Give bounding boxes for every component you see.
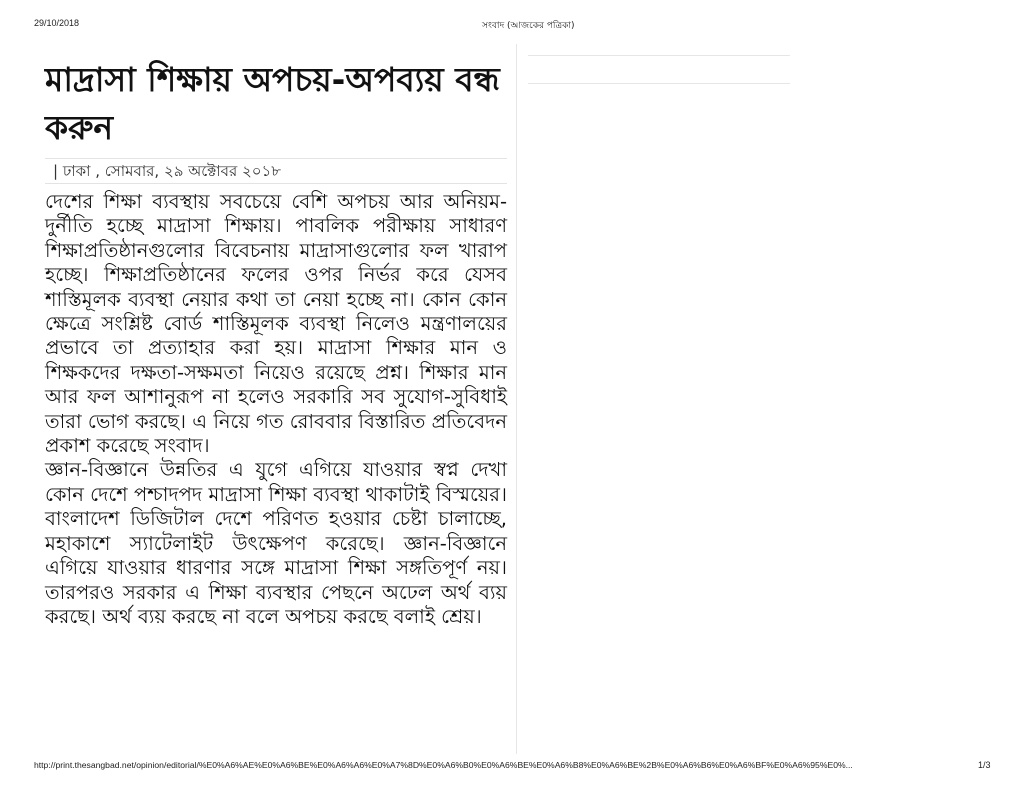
print-date: 29/10/2018 <box>34 18 80 28</box>
footer-page-number: 1/3 <box>978 760 991 770</box>
column-divider <box>516 44 517 754</box>
article-dateline: | ঢাকা , সোমবার, ২৯ অক্টোবর ২০১৮ <box>45 159 507 184</box>
footer-url: http://print.thesangbad.net/opinion/editorial/%E0%A6%AE%E0%A6%BE%E0%A6%A6%E0%A7%8D%E0%A6%B0%E0%A6%BE%E0%A6%B8%E0%A6%BE%2B%E0%A6%B6%E0%A6%BF%E0%A6%95%E0%... <box>34 760 853 770</box>
article-body <box>45 190 507 629</box>
print-page-title: সংবাদ (আজকের পত্রিকা) <box>482 21 575 31</box>
article-headline: মাদ্রাসা শিক্ষায় অপচয়-অপব্যয় বন্ধ করুন <box>45 60 500 147</box>
article <box>45 56 507 629</box>
sidebar-rule-bottom <box>528 83 790 84</box>
article-paragraph: দেশের শিক্ষা ব্যবস্থায় সবচেয়ে বেশি অপচয় আর অনিয়ম-দুর্নীতি হচ্ছে মাদ্রাসা শিক্ষায়। পাবলিক পরীক্ষায় সাধারণ শিক্ষাপ্রতিষ্ঠানগুলোর বিবেচনায় মাদ্রাসাগুলোর ফল খারাপ হচ্ছে। শিক্ষাপ্রতিষ্ঠানের ফলের ওপর নির্ভর করে যেসব শাস্তিমূলক ব্যবস্থা নেয়ার কথা তা নেয়া হচ্ছে না। কোন কোন ক্ষেত্রে সংশ্লিষ্ট বোর্ড শাস্তিমূলক ব্যবস্থা নিলেও মন্ত্রণালয়ের প্রভাবে তা প্রত্যাহার করা হয়। মাদ্রাসা শিক্ষার মান ও শিক্ষকদের দক্ষতা-সক্ষমতা নিয়েও রয়েছে প্রশ্ন। শিক্ষার মান আর ফল আশানুরূপ না হলেও সরকারি সব সুযোগ-সুবিধাই তারা ভোগ করছে। এ নিয়ে গত রোববার বিস্তারিত প্রতিবেদন প্রকাশ করেছে সংবাদ। <box>45 190 507 458</box>
sidebar-rule-top <box>528 55 790 56</box>
article-paragraph: জ্ঞান-বিজ্ঞানে উন্নতির এ যুগে এগিয়ে যাওয়ার স্বপ্ন দেখা কোন দেশে পশ্চাদপদ মাদ্রাসা শিক্ষা ব্যবস্থা থাকাটাই বিস্ময়ের। বাংলাদেশ ডিজিটাল দেশে পরিণত হওয়ার চেষ্টা চালাচ্ছে, মহাকাশে স্যাটেলাইট উৎক্ষেপণ করেছে। জ্ঞান-বিজ্ঞানে এগিয়ে যাওয়ার ধারণার সঙ্গে মাদ্রাসা শিক্ষা সঙ্গতিপূর্ণ নয়। তারপরও সরকার এ শিক্ষা ব্যবস্থার পেছনে অঢেল অর্থ ব্যয় করছে। অর্থ ব্যয় করছে না বলে অপচয় করছে বলাই শ্রেয়। <box>45 458 507 628</box>
